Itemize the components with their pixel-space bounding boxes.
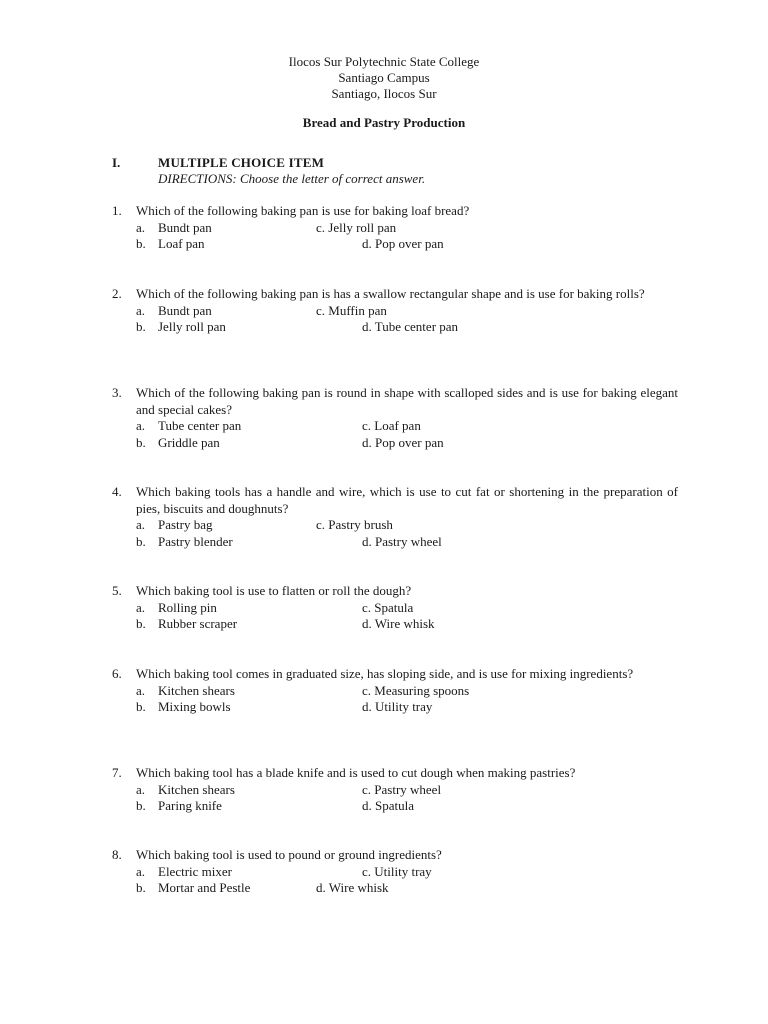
question-item (112, 484, 678, 550)
option-b: b. Griddle pan (136, 434, 220, 450)
option-row (136, 534, 678, 551)
question-number: 5. (112, 583, 122, 598)
document-title: Bread and Pastry Production (302, 115, 466, 130)
option-d: d. Utility tray (362, 699, 433, 714)
option-b: b. Paring knife (136, 798, 222, 813)
option-row (136, 782, 678, 799)
option-c: c. Muffin pan (316, 302, 387, 318)
option-row (136, 683, 678, 700)
option-row (136, 319, 678, 336)
question-item (112, 583, 678, 633)
option-row (136, 880, 678, 897)
question-item (112, 385, 678, 451)
question-text: Which baking tools has a handle and wire, which is use to cut fat or shortening in the preparation of pies, biscuits and doughnuts? (136, 484, 678, 516)
question-text: Which of the following baking pan is use for baking loaf bread? (136, 203, 470, 218)
option-d: d. Pastry wheel (362, 533, 442, 549)
option-b: b. Jelly roll pan (136, 319, 226, 334)
option-row (136, 303, 678, 320)
option-row (136, 616, 678, 633)
option-a: a. Rolling pin (136, 599, 217, 615)
option-d: d. Wire whisk (316, 880, 389, 895)
question-text: Which baking tool is used to pound or ground ingredients? (136, 847, 442, 862)
question-number: 8. (112, 847, 122, 862)
question-number: 2. (112, 286, 122, 301)
question-text: Which baking tool has a blade knife and is used to cut dough when making pastries? (136, 765, 576, 780)
option-a: a. Kitchen shears (136, 781, 235, 797)
question-number: 3. (112, 385, 122, 400)
institution-header (0, 54, 768, 102)
option-d: d. Spatula (362, 798, 414, 813)
option-row (136, 236, 678, 253)
option-c: c. Spatula (362, 599, 414, 615)
question-text: Which of the following baking pan is round in shape with scalloped sides and is use for baking elegant and special cakes? (136, 385, 678, 417)
question-number: 4. (112, 484, 122, 499)
question-number: 7. (112, 765, 122, 780)
question-item (112, 666, 678, 716)
option-b: b. Pastry blender (136, 533, 233, 549)
option-row (136, 798, 678, 815)
option-d: d. Pop over pan (362, 236, 444, 251)
option-d: d. Pop over pan (362, 434, 444, 450)
option-row (136, 600, 678, 617)
section-title: MULTIPLE CHOICE ITEM (158, 155, 325, 170)
option-b: b. Loaf pan (136, 236, 205, 251)
option-c: c. Pastry wheel (362, 781, 442, 797)
option-c: c. Pastry brush (316, 517, 393, 532)
option-a: a. Bundt pan (136, 219, 212, 235)
option-a: a. Bundt pan (136, 302, 212, 318)
option-a: a. Pastry bag (136, 517, 213, 532)
option-a: a. Tube center pan (136, 418, 242, 433)
question-text: Which baking tool comes in graduated size, has sloping side, and is use for mixing ingredients? (136, 666, 634, 681)
option-row (136, 220, 678, 237)
option-c: c. Jelly roll pan (316, 219, 397, 235)
option-a: a. Kitchen shears (136, 682, 235, 698)
option-c: c. Utility tray (362, 863, 432, 879)
option-a: a. Electric mixer (136, 863, 232, 879)
option-b: b. Mixing bowls (136, 699, 231, 714)
option-row (136, 435, 678, 452)
question-item (112, 847, 678, 897)
campus-name: Santiago Campus (338, 70, 430, 85)
campus-location: Santiago, Ilocos Sur (331, 86, 437, 101)
question-text: Which of the following baking pan is has a swallow rectangular shape and is use for baking rolls? (136, 286, 645, 301)
option-row (136, 418, 678, 435)
option-row (136, 864, 678, 881)
question-text: Which baking tool is use to flatten or roll the dough? (136, 583, 412, 598)
question-number: 6. (112, 666, 122, 681)
option-row (136, 699, 678, 716)
section-number: I. (112, 155, 121, 170)
option-d: d. Wire whisk (362, 616, 435, 631)
option-b: b. Mortar and Pestle (136, 880, 251, 895)
question-number: 1. (112, 203, 122, 218)
question-item (112, 286, 678, 336)
question-item (112, 203, 678, 253)
college-name: Ilocos Sur Polytechnic State College (288, 54, 480, 69)
option-d: d. Tube center pan (362, 319, 459, 334)
option-row (136, 517, 678, 534)
option-c: c. Measuring spoons (362, 682, 470, 698)
question-item (112, 765, 678, 815)
directions-text: DIRECTIONS: Choose the letter of correct answer. (158, 171, 426, 186)
option-c: c. Loaf pan (362, 418, 421, 433)
option-b: b. Rubber scraper (136, 616, 238, 631)
